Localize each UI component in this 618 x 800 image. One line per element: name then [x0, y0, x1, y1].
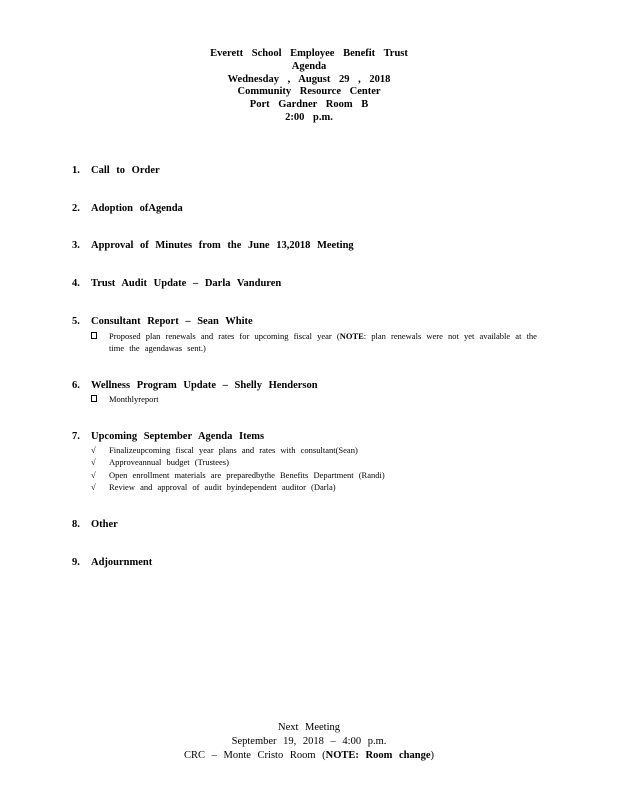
square-bullet-icon: [91, 393, 105, 405]
checkmark-icon: √: [91, 469, 96, 480]
agenda-item-4: [72, 277, 552, 290]
item-title: Trust Audit Update – Darla Vanduren: [91, 278, 282, 289]
checkmark-icon: √: [91, 445, 96, 455]
item-title: Consultant Report – Sean White: [91, 316, 253, 327]
item-number: 8.: [72, 519, 80, 530]
meeting-date: Wednesday , August 29 , 2018: [227, 73, 391, 85]
agenda-item-1: [72, 164, 552, 177]
agenda-item-9: [72, 556, 552, 569]
item-title: Call to Order: [91, 165, 160, 176]
next-meeting-label: Next Meeting: [277, 722, 341, 733]
item-number: 3.: [72, 240, 80, 251]
agenda-item-3: [72, 239, 552, 252]
meeting-location: Community Resource Center: [237, 86, 381, 98]
item-number: 5.: [72, 316, 80, 327]
agenda-item-6: [72, 379, 552, 405]
next-meeting-location: CRC – Monte Cristo Room (NOTE: Room change): [184, 750, 434, 761]
square-bullet-icon: [91, 330, 105, 342]
sub-item: √ Open enrollment materials are preparedbythe Benefits Department (Randi): [91, 469, 385, 480]
agenda-header: [0, 48, 618, 125]
sub-item: Monthlyreport: [91, 393, 552, 405]
item-title: Upcoming September Agenda Items: [91, 431, 265, 442]
meeting-time: 2:00 p.m.: [285, 111, 333, 123]
item-title: Wellness Program Update – Shelly Henderson: [91, 380, 318, 391]
org-name: Everett School Employee Benefit Trust: [210, 48, 408, 59]
sub-item: √ Approveannual budget (Trustees): [91, 457, 229, 468]
checkmark-icon: √: [91, 457, 96, 468]
agenda-item-2: [72, 202, 552, 215]
item-number: 2.: [72, 203, 80, 214]
checkmark-icon: √: [91, 481, 96, 492]
agenda-item-7: [72, 430, 552, 493]
meeting-room: Port Gardner Room B: [249, 99, 369, 111]
item-title: Adjournment: [91, 557, 153, 568]
sub-item: √ Finalizeupcoming fiscal year plans and rates with consultant(Sean): [91, 445, 358, 455]
next-meeting-date: September 19, 2018 – 4:00 p.m.: [231, 736, 387, 747]
item-title: Adoption ofAgenda: [91, 203, 183, 214]
sub-item: √ Review and approval of audit byindependent auditor (Darla): [91, 481, 336, 492]
item-number: 1.: [72, 165, 80, 176]
agenda-item-5: [72, 315, 552, 355]
item-title: Approval of Minutes from the June 13,2018 Meeting: [91, 240, 354, 251]
item-number: 4.: [72, 278, 80, 289]
sub-item: Proposed plan renewals and rates for upcoming fiscal year (NOTE: plan renewals were not yet available at the time the agendawas sent.): [91, 330, 552, 355]
next-meeting-footer: [0, 721, 618, 763]
item-number: 6.: [72, 380, 80, 391]
item-title: Other: [91, 519, 118, 530]
item-number: 9.: [72, 557, 80, 568]
doc-title: Agenda: [291, 60, 327, 72]
item-number: 7.: [72, 431, 80, 442]
agenda-item-8: [72, 518, 552, 531]
